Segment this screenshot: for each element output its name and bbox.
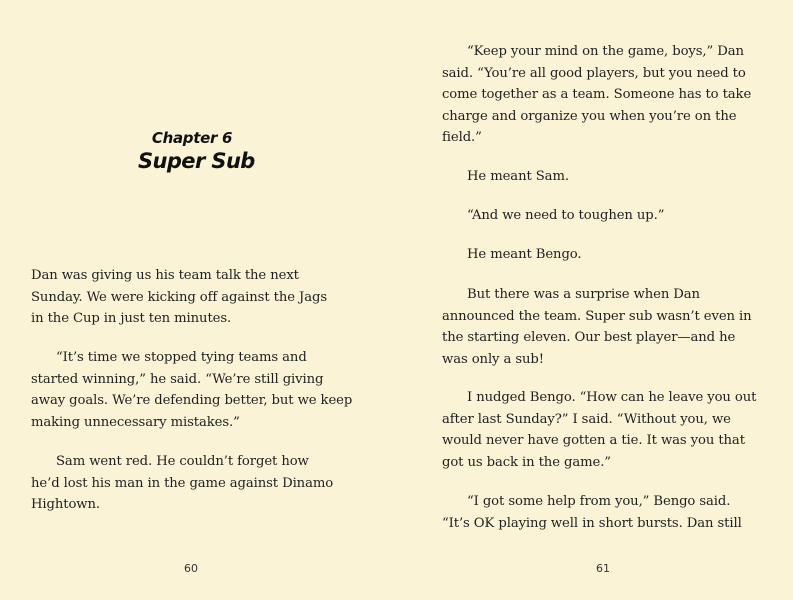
right-page xyxy=(396,0,793,600)
text-line: “I got some help from you,” Bengo said. xyxy=(467,494,731,509)
text-line: He meant Sam. xyxy=(467,169,569,184)
paragraph xyxy=(442,491,742,534)
text-line: away goals. We’re defending better, but we keep xyxy=(31,393,353,409)
text-line: I nudged Bengo. “How can he leave you out xyxy=(467,390,757,405)
text-line: making unnecessary mistakes.” xyxy=(31,414,240,430)
paragraph xyxy=(442,166,569,188)
page-number: 61 xyxy=(596,562,610,575)
text-line: after last Sunday?” I said. “Without you, we xyxy=(442,411,731,427)
left-page xyxy=(0,0,396,600)
text-line: “And we need to toughen up.” xyxy=(467,208,665,223)
text-line: would never have gotten a tie. It was you that xyxy=(442,433,745,449)
paragraph xyxy=(442,387,756,473)
page-number: 60 xyxy=(184,562,198,575)
text-line: said. “You’re all good players, but you need to xyxy=(442,65,746,81)
text-line: charge and organize you when you’re on the xyxy=(442,108,737,124)
paragraph xyxy=(442,284,752,370)
text-line: Dan was giving us his team talk the next xyxy=(31,268,299,283)
text-line: the starting eleven. Our best player—and he xyxy=(442,330,736,346)
text-line: Sam went red. He couldn’t forget how xyxy=(56,454,309,469)
paragraph xyxy=(442,41,751,149)
paragraph xyxy=(31,451,333,516)
chapter-number: Chapter 6 xyxy=(151,129,233,147)
text-line: announced the team. Super sub wasn’t even in xyxy=(442,308,752,324)
paragraph xyxy=(442,205,664,227)
chapter-title: Super Sub xyxy=(138,149,255,173)
paragraph xyxy=(31,347,352,433)
text-line: He meant Bengo. xyxy=(467,247,582,262)
paragraph xyxy=(31,265,327,330)
text-line: come together as a team. Someone has to take xyxy=(442,87,752,103)
text-line: he’d lost his man in the game against Dinamo xyxy=(31,475,334,491)
text-line: field.” xyxy=(442,130,482,146)
text-line: Hightown. xyxy=(31,497,100,513)
text-line: in the Cup in just ten minutes. xyxy=(31,311,232,327)
paragraph xyxy=(442,244,581,266)
text-line: was only a sub! xyxy=(442,351,544,367)
chapter-heading xyxy=(138,128,255,174)
text-line: “It’s time we stopped tying teams and xyxy=(56,350,307,365)
text-line: “Keep your mind on the game, boys,” Dan xyxy=(467,44,744,59)
text-line: Sunday. We were kicking off against the Jags xyxy=(31,289,327,305)
text-line: started winning,” he said. “We’re still giving xyxy=(31,371,324,387)
text-line: But there was a surprise when Dan xyxy=(467,287,700,302)
text-line: “It’s OK playing well in short bursts. Dan still xyxy=(442,515,742,531)
text-line: got us back in the game.” xyxy=(442,454,611,470)
